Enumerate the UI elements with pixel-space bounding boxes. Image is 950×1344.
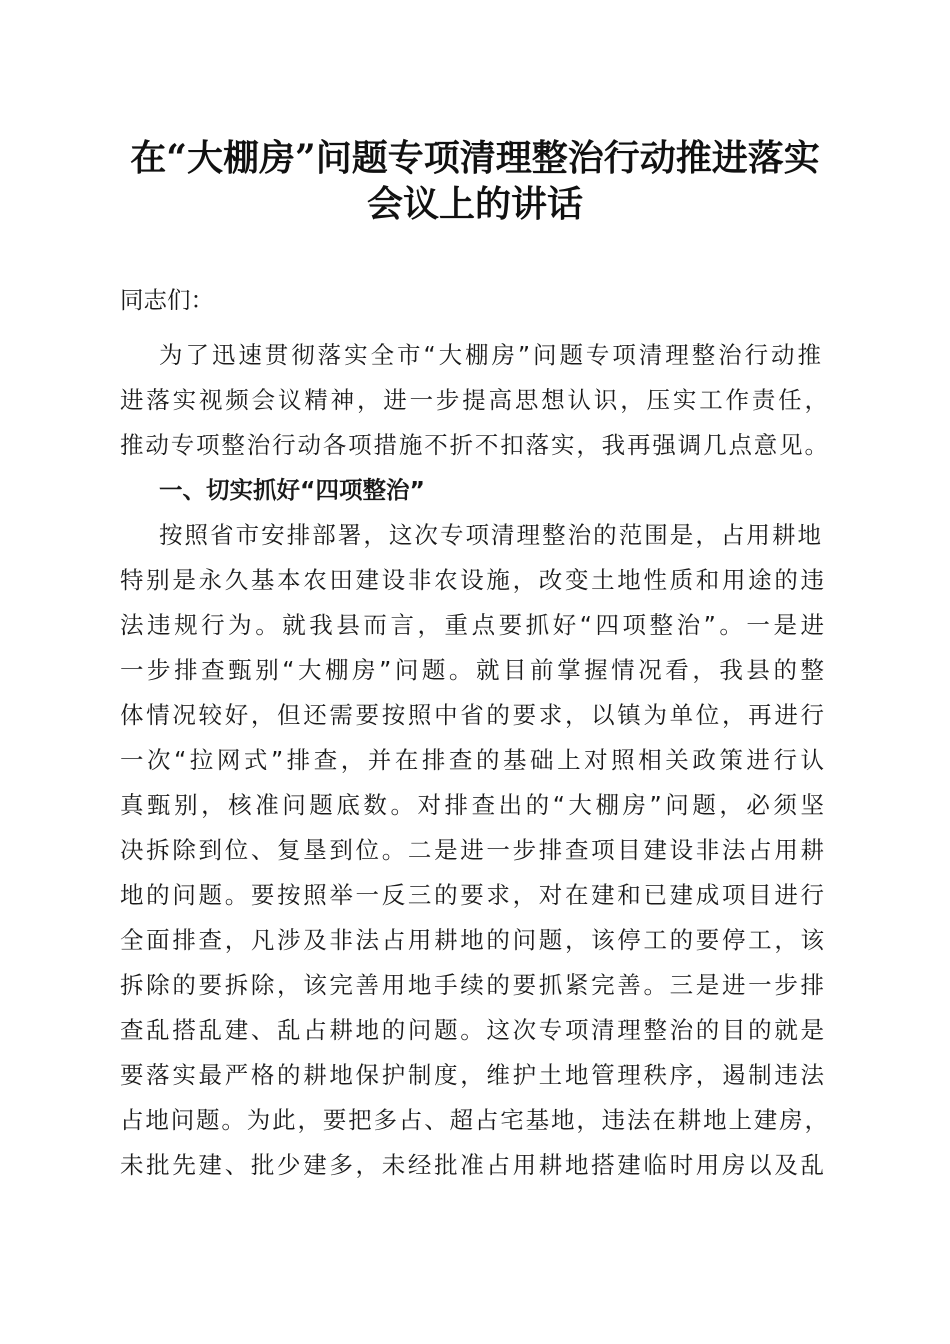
body-line: 占地问题。为此，要把多占、超占宅基地，违法在耕地上建房， xyxy=(120,1106,828,1134)
body-line: 一次“拉网式”排查，并在排查的基础上对照相关政策进行认 xyxy=(120,746,824,774)
intro-line: 进落实视频会议精神，进一步提高思想认识，压实工作责任， xyxy=(120,386,828,414)
section-heading: 一、切实抓好“四项整治” xyxy=(159,476,425,504)
body-line: 真甄别，核准问题底数。对排查出的“大棚房”问题，必须坚 xyxy=(120,791,824,819)
body-line: 特别是永久基本农田建设非农设施，改变土地性质和用途的违 xyxy=(120,566,824,594)
body-line: 全面排查，凡涉及非法占用耕地的问题，该停工的要停工，该 xyxy=(120,926,824,954)
body-line: 决拆除到位、复垦到位。二是进一步排查项目建设非法占用耕 xyxy=(120,836,824,864)
intro-line: 为了迅速贯彻落实全市“大棚房”问题专项清理整治行动推 xyxy=(159,341,821,369)
body-line: 未批先建、批少建多，未经批准占用耕地搭建临时用房以及乱 xyxy=(120,1151,824,1179)
salutation: 同志们： xyxy=(120,286,214,314)
body-line: 查乱搭乱建、乱占耕地的问题。这次专项清理整治的目的就是 xyxy=(120,1016,824,1044)
body-line: 体情况较好，但还需要按照中省的要求，以镇为单位，再进行 xyxy=(120,701,824,729)
body-line: 按照省市安排部署，这次专项清理整治的范围是，占用耕地 xyxy=(159,521,821,549)
body-line: 要落实最严格的耕地保护制度，维护土地管理秩序，遏制违法 xyxy=(120,1061,824,1089)
body-line: 法违规行为。就我县而言，重点要抓好“四项整治”。一是进 xyxy=(120,611,824,639)
body-line: 拆除的要拆除，该完善用地手续的要抓紧完善。三是进一步排 xyxy=(120,971,824,999)
body-line: 一步排查甄别“大棚房”问题。就目前掌握情况看，我县的整 xyxy=(120,656,824,684)
intro-line: 推动专项整治行动各项措施不折不扣落实，我再强调几点意见。 xyxy=(120,431,828,459)
document-title-line-1: 在“大棚房”问题专项清理整治行动推进落实 xyxy=(130,137,820,179)
document-title-line-2: 会议上的讲话 xyxy=(366,183,583,225)
body-line: 地的问题。要按照举一反三的要求，对在建和已建成项目进行 xyxy=(120,881,824,909)
